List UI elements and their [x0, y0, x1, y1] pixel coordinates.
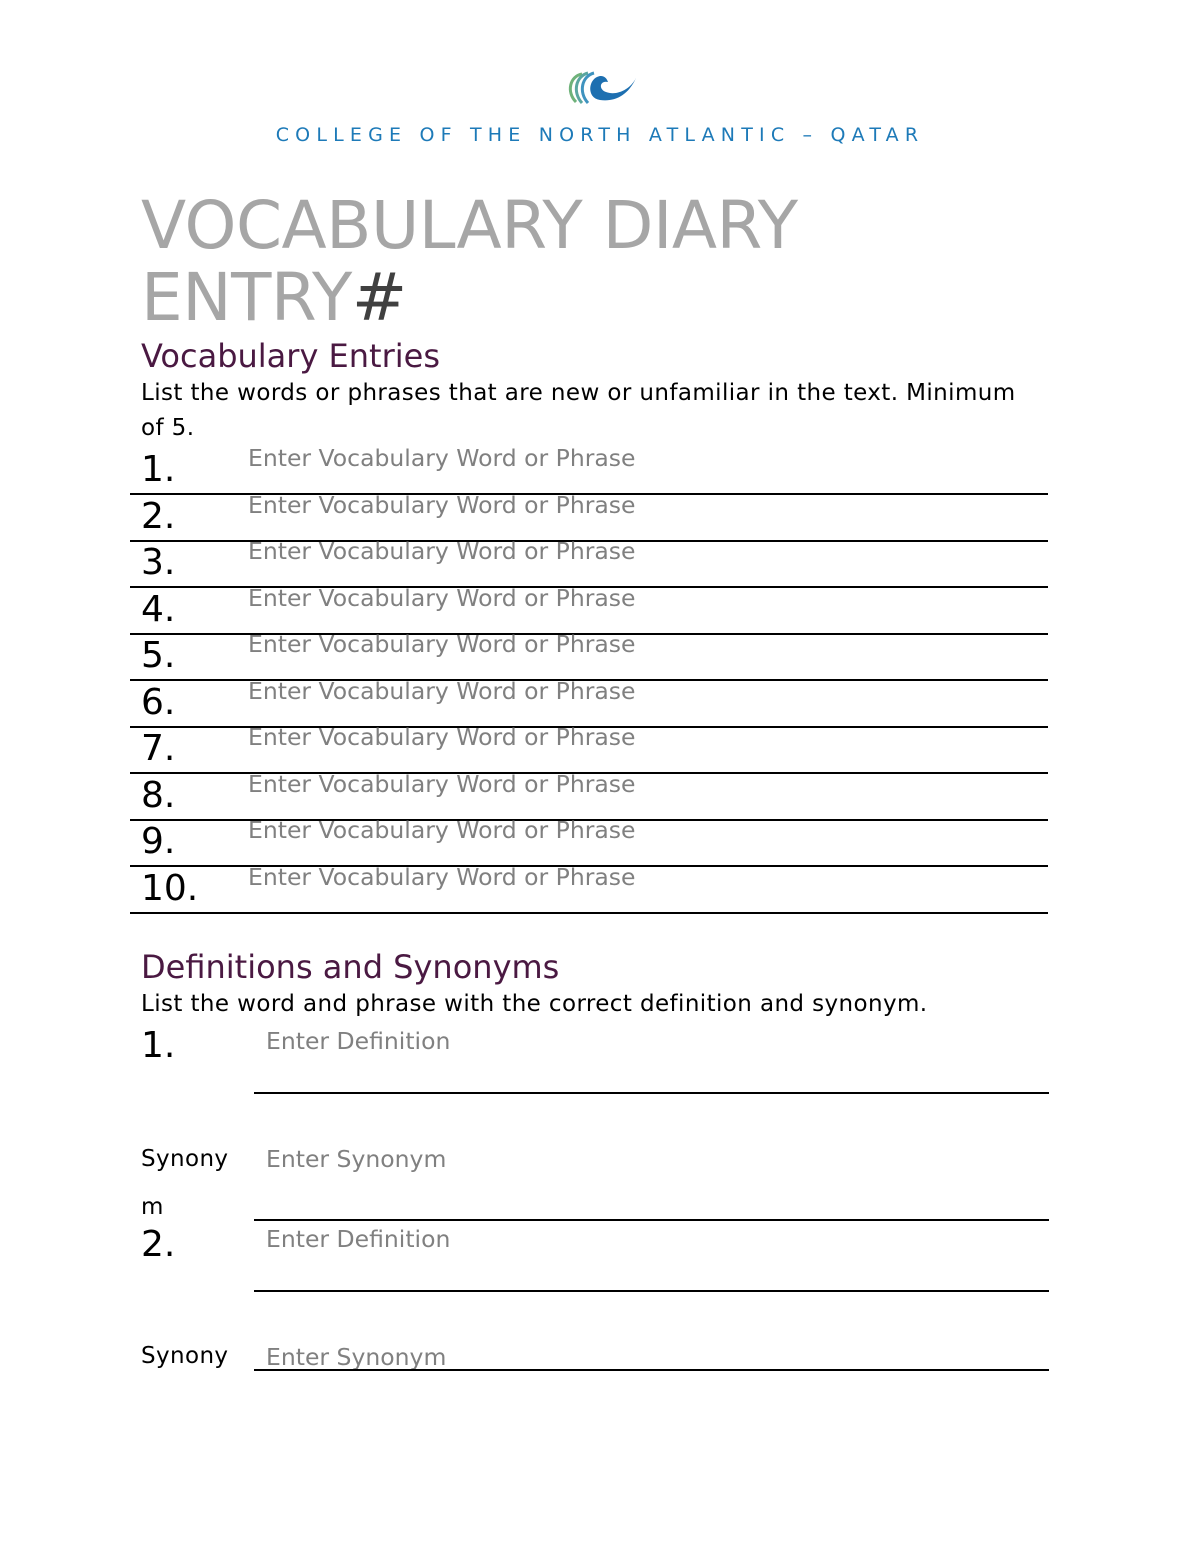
entry-number: 3.: [141, 542, 176, 583]
vocab-entry-10: [130, 863, 1048, 914]
entry-number: 6.: [141, 682, 176, 723]
college-name: COLLEGE OF THE NORTH ATLANTIC – QATAR: [275, 124, 925, 146]
definition-field[interactable]: Enter Definition: [266, 1027, 451, 1055]
vocab-field[interactable]: Enter Vocabulary Word or Phrase: [248, 444, 636, 472]
synonym-label: Synonym: [141, 1146, 229, 1220]
definition-underline: [254, 1092, 1049, 1094]
vocab-field[interactable]: Enter Vocabulary Word or Phrase: [248, 723, 636, 751]
vocab-field[interactable]: Enter Vocabulary Word or Phrase: [248, 630, 636, 658]
vocab-field[interactable]: Enter Vocabulary Word or Phrase: [248, 816, 636, 844]
entry-number: 1.: [141, 449, 176, 490]
entry-number: 10.: [141, 868, 199, 909]
synonym-label: Synony: [141, 1343, 229, 1369]
synonym-field[interactable]: Enter Synonym: [266, 1145, 447, 1173]
definition-number: 2.: [141, 1224, 176, 1265]
vocab-field[interactable]: Enter Vocabulary Word or Phrase: [248, 584, 636, 612]
vocab-field[interactable]: Enter Vocabulary Word or Phrase: [248, 491, 636, 519]
synonym-underline: [254, 1219, 1049, 1221]
vocab-field[interactable]: Enter Vocabulary Word or Phrase: [248, 677, 636, 705]
synonym-field[interactable]: Enter Synonym: [266, 1343, 447, 1371]
definition-number: 1.: [141, 1025, 176, 1066]
vocab-heading: Vocabulary Entries: [141, 337, 440, 375]
definition-underline: [254, 1290, 1049, 1292]
definitions-heading: Definitions and Synonyms: [141, 948, 560, 986]
entry-number: 9.: [141, 821, 176, 862]
definition-field[interactable]: Enter Definition: [266, 1225, 451, 1253]
vocab-instructions: List the words or phrases that are new or unfamiliar in the text. Minimum of 5.: [141, 380, 1016, 441]
entry-number: 4.: [141, 589, 176, 630]
entry-number-field[interactable]: #: [351, 259, 407, 336]
vocab-field[interactable]: Enter Vocabulary Word or Phrase: [248, 770, 636, 798]
vocab-field[interactable]: Enter Vocabulary Word or Phrase: [248, 537, 636, 565]
synonym-underline: [254, 1369, 1049, 1371]
entry-number: 2.: [141, 496, 176, 537]
wave-logo-icon: [560, 68, 640, 112]
entry-number: 7.: [141, 728, 176, 769]
definitions-instructions: List the word and phrase with the correct definition and synonym.: [141, 991, 928, 1017]
entry-number: 5.: [141, 635, 176, 676]
page-title: [141, 187, 1041, 336]
vocab-field[interactable]: Enter Vocabulary Word or Phrase: [248, 863, 636, 891]
page-title-text: VOCABULARY DIARY ENTRY: [141, 187, 798, 336]
entry-number: 8.: [141, 775, 176, 816]
